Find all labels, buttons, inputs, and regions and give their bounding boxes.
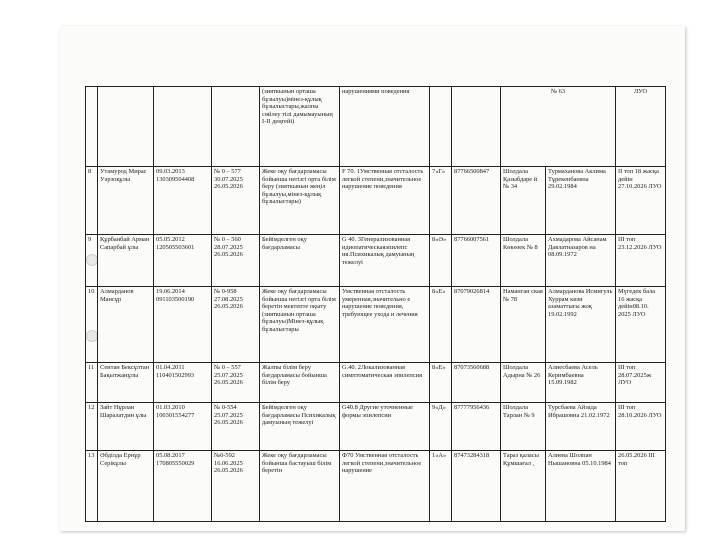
phone-cell: 87079026814: [452, 287, 501, 363]
group-cell: III топ 28.07.2025ж ЛУО: [616, 363, 666, 403]
row-number: 9: [86, 235, 98, 287]
program-cell: Жалпы білім беру бағдарламасы бойынша білім беру: [260, 363, 340, 403]
diagnosis-cell: G40.8 Другие уточненные формы эпилепсии: [340, 403, 430, 451]
row-number: 10: [86, 287, 98, 363]
address-cell: Шолдала Көкөзек № 8: [501, 235, 546, 287]
student-name: Утамурод Мирас Уәрзоқұлы: [98, 167, 154, 235]
table-row: [86, 235, 666, 287]
diagnosis-cell: Умственная отсталость умеренная,значительно е нарушение поведения, требующее ухода и лечения: [340, 287, 430, 363]
phone-cell: 87766007561: [452, 235, 501, 287]
pmpk-number: № 0-554 25.07.2025 26.05.2026: [212, 403, 260, 451]
iin: 170805550029: [156, 459, 195, 467]
birth-date: 09.03.2013: [156, 168, 185, 175]
address-cell: Шолдала Адырна № 26: [501, 363, 546, 403]
group-cell: Мүгедек бала 16 жасқа дейін08.10. 2025 ЛУО: [616, 287, 666, 363]
row-number: 13: [86, 451, 98, 522]
address-cell: Шолдала Қазыбдаре й № 34: [501, 167, 546, 235]
phone-cell: 87473284318: [452, 451, 501, 522]
table-row: [86, 403, 666, 451]
table-row: [86, 87, 666, 167]
diagnosis-cell: нарушениями поведения: [340, 87, 430, 167]
teacher-cell: Алиесбаева Асель Керимбаевна 15.09.1982: [546, 363, 616, 403]
birth-date: 05.05.2012: [156, 236, 185, 243]
teacher-cell: Ахмадарова Айсанам Давлатназаров на 08.09.1972: [546, 235, 616, 287]
class-cell: 1«А»: [430, 451, 452, 522]
pmpk-number: № 0 – 577 30.07.2025 26.05.2026: [212, 167, 260, 235]
phone-cell: 87777956436: [452, 403, 501, 451]
group-cell: II топ 18 жасқа дейін 27.10.2026 ЛУО: [616, 167, 666, 235]
pmpk-number: № 0 – 557 25.07.2025 26.05.2026: [212, 363, 260, 403]
student-name: Құрбанбай Арман Сапарбай ұлы: [98, 235, 154, 287]
birth-date: 19.06.2014: [156, 288, 185, 295]
group-cell: III топ 23.12.2026 ЛУО: [616, 235, 666, 287]
school-cell: № 63: [501, 87, 616, 167]
student-table: [85, 86, 666, 522]
program-cell: Жеке оқу бағдарламасы бойынша негізгі орта білім беретін мектепте оқыту (зияткынын орташа бұзылуы)Мінез-құлық бұзылыстары: [260, 287, 340, 363]
program-cell: Бейімделген оқу бағдарламасы: [260, 235, 340, 287]
phone-cell: 87766500847: [452, 167, 501, 235]
diagnosis-cell: G.40. 2Локализованная симптоматическая эпилепсия: [340, 363, 430, 403]
diagnosis-cell: G 40. 3Генерализованная идиопатическаяэпилепс ия.Психикалық дамуының тежелуі: [340, 235, 430, 287]
program-cell: Жеке оқу бағдарламасы бойынша негізгі орта білім беру (зияткынын жеңіл бұзылуы,мінез-құлық бұзылыстары): [260, 167, 340, 235]
student-name: Сеитан Бексұлтан Бақытжанұлы: [98, 363, 154, 403]
class-cell: 8«Е»: [430, 287, 452, 363]
program-cell: Бейімделген оқу бағдарламасы Психикалық дамуының тежелуі: [260, 403, 340, 451]
teacher-cell: Турсбаева Айзада Ибрашовна 21.02.1972: [546, 403, 616, 451]
table-row: [86, 287, 666, 363]
document-page: [60, 26, 685, 531]
class-cell: 7«Г»: [430, 167, 452, 235]
diagnosis-cell: Ф70 Умственная отсталость легкой степени,значительное нарушение: [340, 451, 430, 522]
org-cell: ЛУО: [616, 87, 666, 167]
program-cell: (зияткынын орташа бұзылуы)мінез-құлық бұзылыстары,жалпы сөйлеу тілі дамымауының I-II деңгейі): [260, 87, 340, 167]
pmpk-number: №0-592 16.06.2025 26.05.2026: [212, 451, 260, 522]
pmpk-number: № 0-958 27.08.2025 26.05.2026: [212, 287, 260, 363]
iin: 110401502993: [156, 371, 195, 379]
iin: 120505503601: [156, 243, 195, 251]
table-row: [86, 363, 666, 403]
diagnosis-cell: F 70. 1Умственная отсталость легкой степени,значительное нарушение поведения: [340, 167, 430, 235]
iin: 100301554277: [156, 411, 195, 419]
pmpk-number: № 0 – 560 28.07.2025 26.05.2026: [212, 235, 260, 287]
class-cell: 9«Д»: [430, 403, 452, 451]
student-name: Әбділда Ернұр Серікұлы: [98, 451, 154, 522]
teacher-cell: Алмарданова Исмигуль Хуррам кизи азаматтығы жоқ 19.02.1992: [546, 287, 616, 363]
birth-date: 01.04.2011: [156, 364, 185, 371]
group-cell: III топ 28.10.2026 ЛУО: [616, 403, 666, 451]
iin: 091103500190: [156, 295, 195, 303]
row-number: 11: [86, 363, 98, 403]
birth-date: 05.08.2017: [156, 452, 185, 459]
phone-cell: 87073560688: [452, 363, 501, 403]
address-cell: Шолдала Тарлан № 9: [501, 403, 546, 451]
teacher-cell: Турмаханова Аклима Тұрекенбаевна 29.02.1984: [546, 167, 616, 235]
address-cell: Тараз қаласы Құмшағал ,: [501, 451, 546, 522]
program-cell: Жеке оқу бағдарламасы бойынша бастауыш білім беретін: [260, 451, 340, 522]
row-number: 8: [86, 167, 98, 235]
teacher-cell: Алиева Шолпан Нышановна 05.10.1984: [546, 451, 616, 522]
class-cell: 8«Ә»: [430, 235, 452, 287]
birth-date: 01.03.2010: [156, 404, 185, 411]
student-name: Алмарданов Мансұр: [98, 287, 154, 363]
address-cell: Наманган ская № 78: [501, 287, 546, 363]
row-number: 12: [86, 403, 98, 451]
student-name: Зайт Нұрлан Шаралатдин ұлы: [98, 403, 154, 451]
table-row: [86, 451, 666, 522]
class-cell: 8«Е»: [430, 363, 452, 403]
table-row: [86, 167, 666, 235]
iin: 130309504408: [156, 175, 195, 183]
group-cell: 26.05.2026 III топ: [616, 451, 666, 522]
